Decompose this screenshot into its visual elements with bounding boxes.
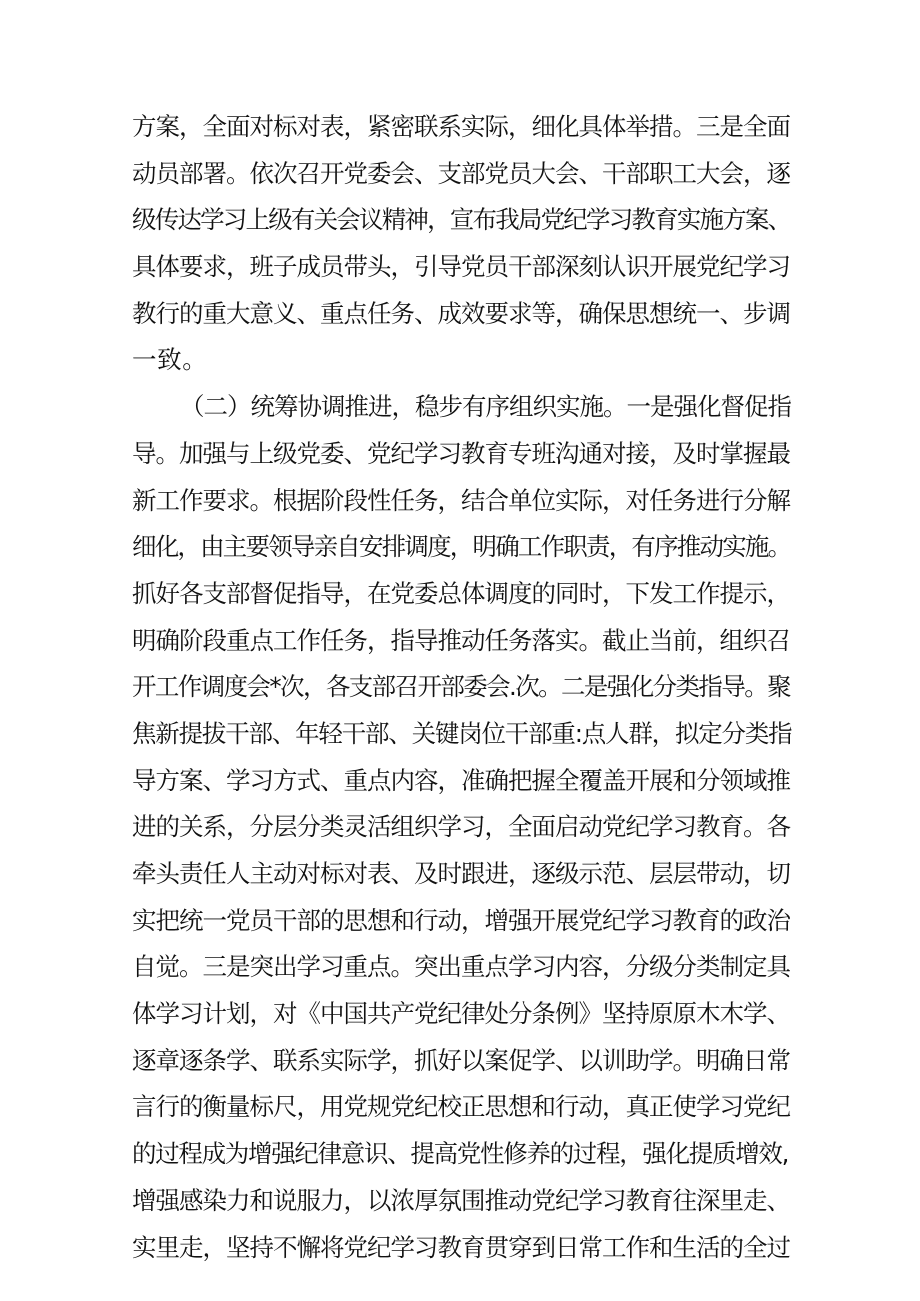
text-line-17: 牵头责任人主动对标对表、及时跟进，逐级示范、层层带动，切 <box>132 859 790 888</box>
text-line-10: 细化，由主要领导亲自安排调度，明确工作职责，有序推动实施。 <box>132 532 791 562</box>
text-line-25: 实里走，坚持不懈将党纪学习教育贯穿到日常工作和生活的全过 <box>132 1232 790 1262</box>
text-line-21: 逐章逐条学、联系实际学，抓好以案促学、以训助学。明确日常 <box>132 1045 790 1075</box>
text-line-3: 级传达学习上级有关会议精神，宣布我局党纪学习教育实施方案、 <box>132 205 791 235</box>
body-text <box>132 104 792 1271</box>
text-line-24: 增强感染力和说服力，以浓厚氛围推动党纪学习教育往深里走、 <box>132 1185 790 1215</box>
text-line-5: 教行的重大意义、重点任务、成效要求等，确保思想统一、步调 <box>132 298 790 328</box>
text-line-14: 焦新提拔干部、年轻干部、关键岗位干部重:点人群，拟定分类指 <box>132 718 792 748</box>
text-line-7: （二）统筹协调推进，稳步有序组织实施。一是强化督促指 <box>180 392 791 422</box>
text-line-22: 言行的衡量标尺，用党规党纪校正思想和行动，真正使学习党纪 <box>132 1092 790 1122</box>
text-line-6: 一致。 <box>132 345 208 375</box>
text-line-9: 新工作要求。根据阶段性任务，结合单位实际，对任务进行分解 <box>132 485 790 515</box>
text-line-19: 自觉。三是突出学习重点。突出重点学习内容，分级分类制定具 <box>132 952 790 982</box>
text-line-13: 开工作调度会*次，各支部召开部委会.次。二是强化分类指导。聚 <box>132 672 791 702</box>
text-line-23: 的过程成为增强纪律意识、提高党性修养的过程，强化提质增效, <box>132 1139 789 1169</box>
text-line-4: 具体要求，班子成员带头，引导党员干部深刻认识开展党纪学习 <box>132 252 790 282</box>
text-line-11: 抓好各支部督促指导，在党委总体调度的同时，下发工作提示， <box>132 578 790 608</box>
text-line-12: 明确阶段重点工作任务，指导推动任务落实。截止当前，组织召 <box>132 625 790 655</box>
text-line-20: 体学习计划，对《中国共产党纪律处分条例》坚持原原木木学、 <box>132 999 790 1029</box>
text-line-2: 动员部署。依次召开党委会、支部党员大会、干部职工大会，逐 <box>132 158 790 188</box>
text-line-1: 方案，全面对标对表，紧密联系实际，细化具体举措。三是全面 <box>132 112 790 141</box>
text-line-8: 导。加强与上级党委、党纪学习教育专班沟通对接，及时掌握最 <box>132 438 790 468</box>
text-line-16: 进的关系，分层分类灵活组织学习，全面启动党纪学习教育。各 <box>132 812 790 842</box>
text-line-18: 实把统一党员干部的思想和行动，增强开展党纪学习教育的政治 <box>132 905 790 935</box>
text-line-15: 导方案、学习方式、重点内容，准确把握全覆盖开展和分领域推 <box>132 765 790 795</box>
